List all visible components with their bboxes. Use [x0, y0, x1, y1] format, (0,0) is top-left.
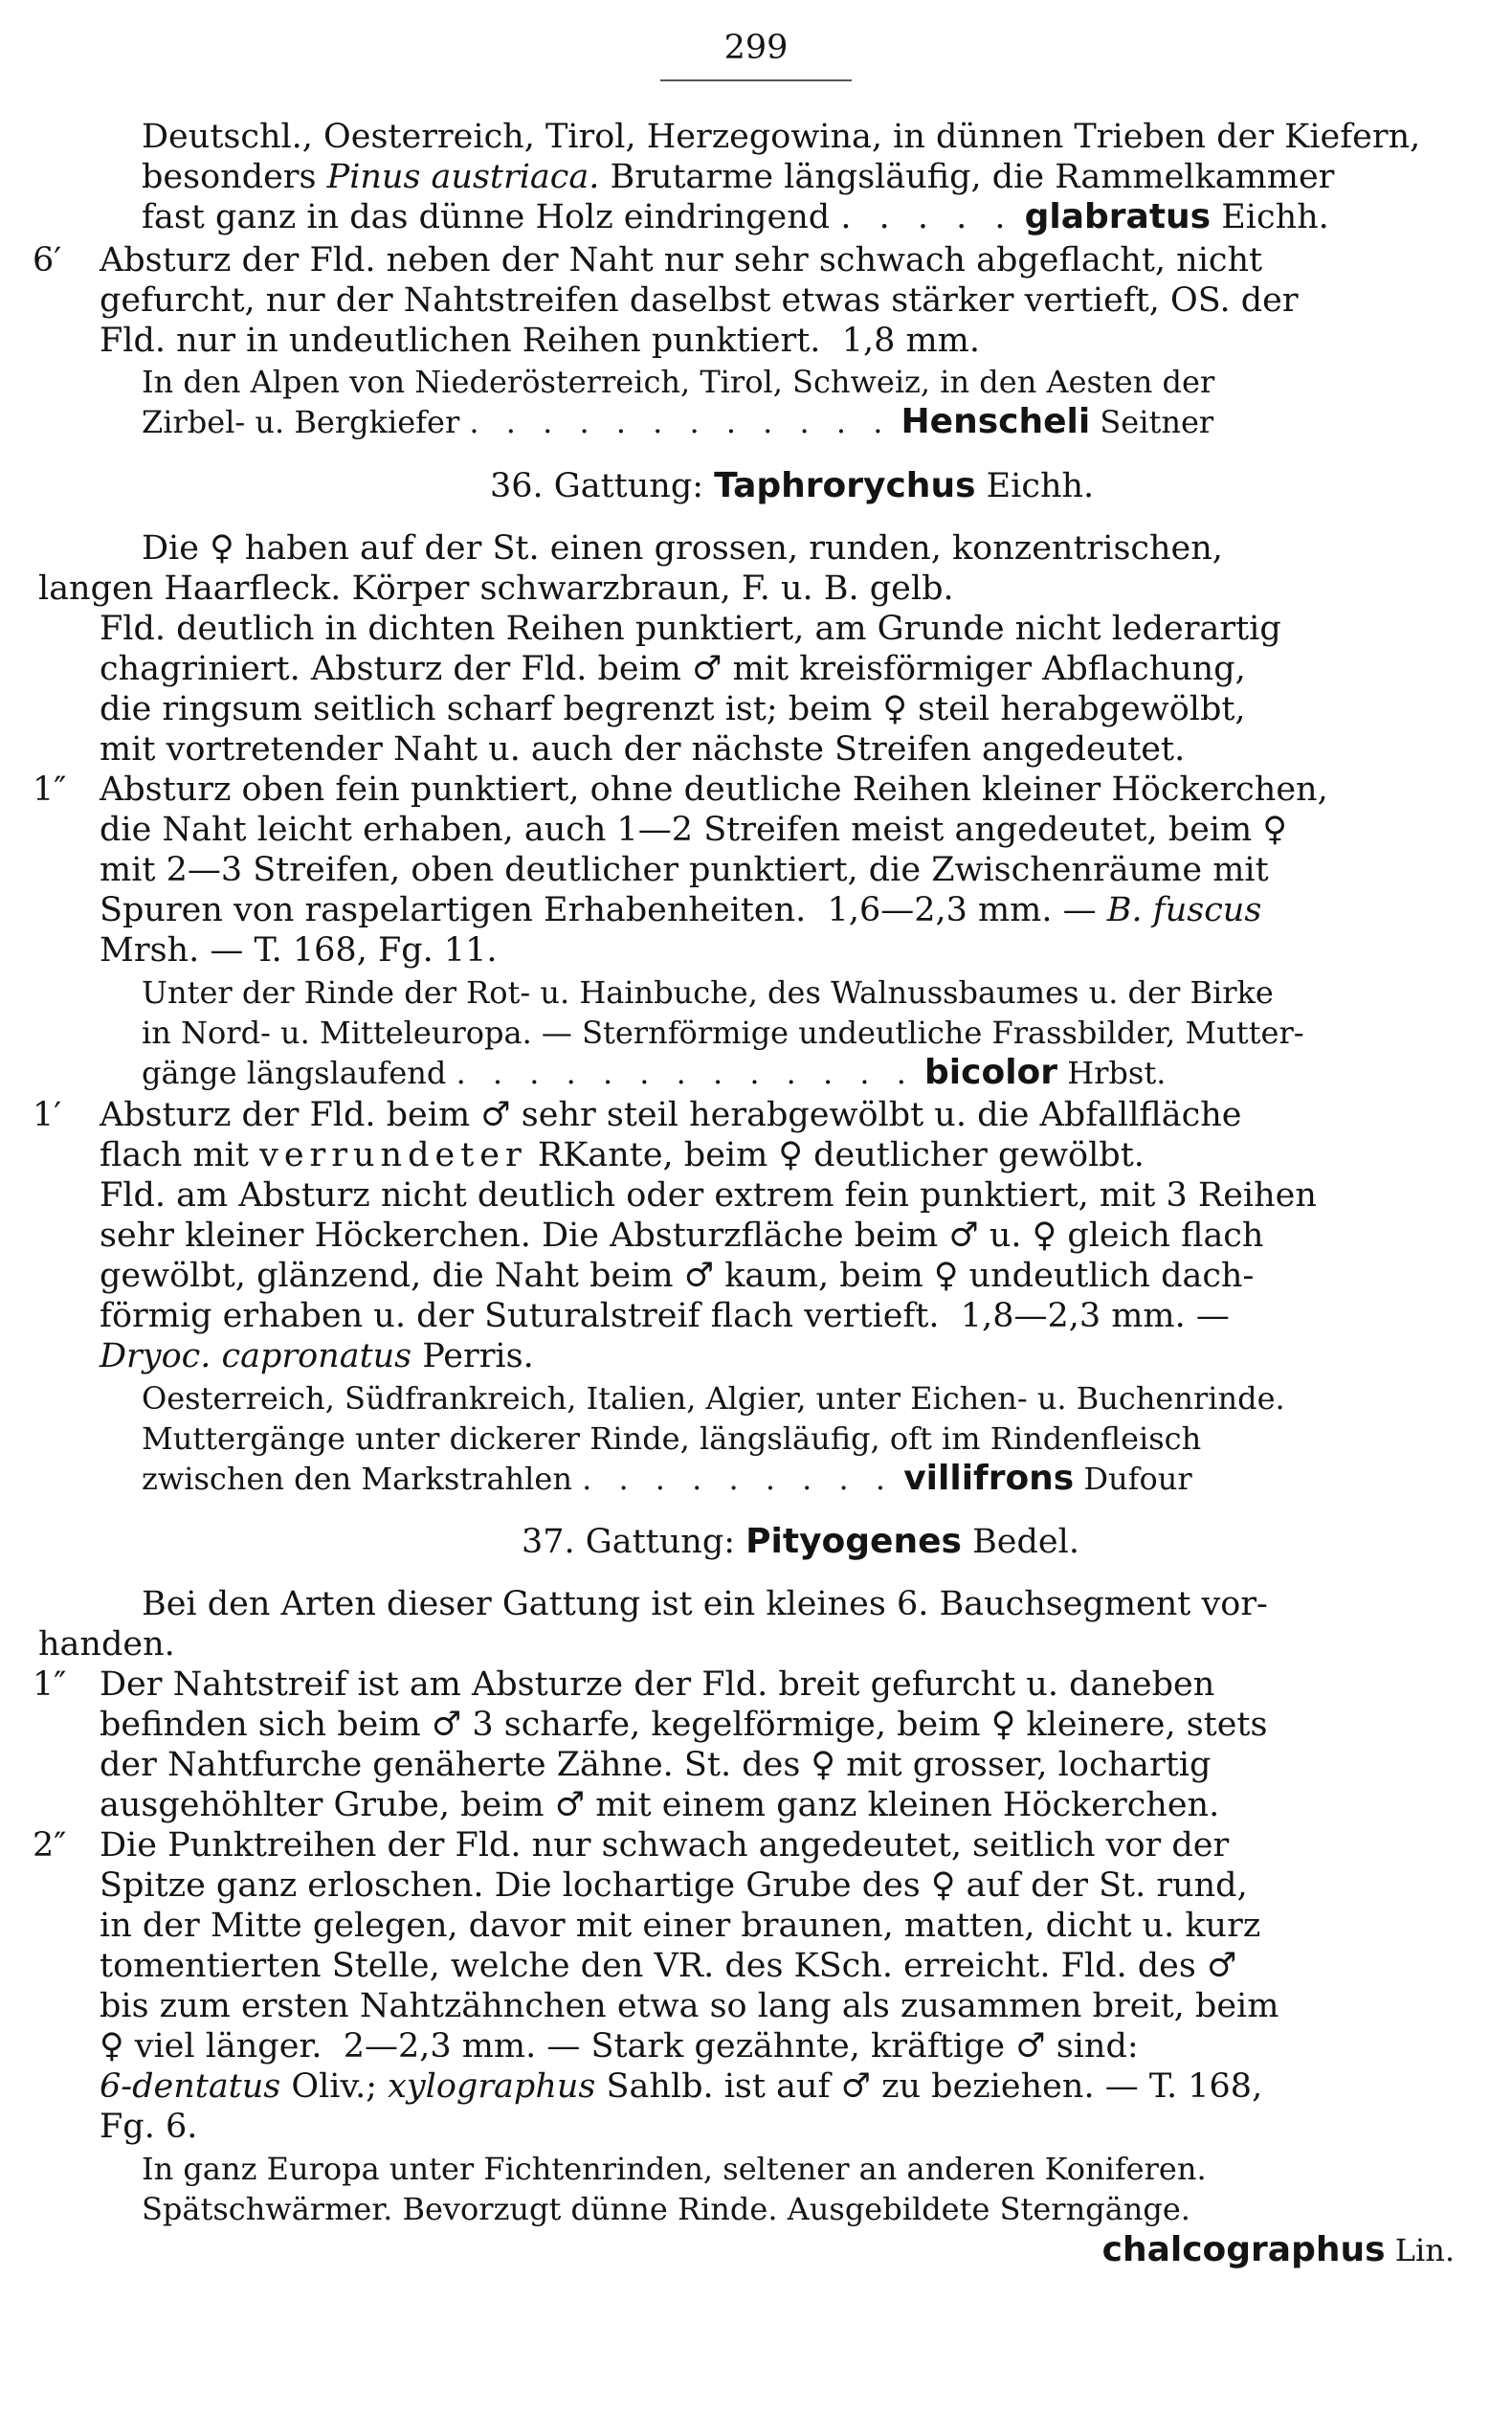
species-name: chalcographus	[1101, 2230, 1386, 2269]
species-name: glabratus	[1024, 197, 1212, 236]
text-line: Bei den Arten dieser Gattung ist ein kleines 6. Bauchsegment vor-	[142, 1585, 1268, 1623]
text-line: besonders Pinus austriaca. Brutarme längsläufig, die Rammelkammer	[142, 158, 1335, 196]
text-line: gänge längslaufend . . . . . . . . . . . . . bicolor Hrbst.	[142, 1053, 1167, 1092]
text-line: Die ♀ haben auf der St. einen grossen, runden, konzentrischen,	[142, 529, 1223, 568]
text-line: 6-dentatus Oliv.; xylographus Sahlb. ist auf ♂ zu beziehen. — T. 168,	[100, 2067, 1263, 2106]
text-line: Spitze ganz erloschen. Die lochartige Grube des ♀ auf der St. rund,	[100, 1866, 1248, 1905]
text-line: Dryoc. capronatus Perris.	[100, 1337, 534, 1375]
text-line: Unter der Rinde der Rot- u. Hainbuche, des Walnussbaumes u. der Birke	[142, 974, 1274, 1011]
couplet-number: 6′	[33, 241, 62, 279]
couplet-number: 1″	[33, 770, 67, 809]
text-line: Absturz oben fein punktiert, ohne deutliche Reihen kleiner Höckerchen,	[100, 770, 1328, 809]
text-line: Absturz der Fld. neben der Naht nur sehr schwach abgeflacht, nicht	[100, 241, 1263, 279]
text-line: flach mit verrundeter RKante, beim ♀ deutlicher gewölbt.	[100, 1136, 1145, 1174]
text-line: gewölbt, glänzend, die Naht beim ♂ kaum, beim ♀ undeutlich dach-	[100, 1257, 1255, 1295]
couplet-number: 1′	[33, 1096, 62, 1134]
text-line: Spuren von raspelartigen Erhabenheiten. 1,6—2,3 mm. — B. fuscus	[100, 891, 1262, 929]
text-line: die Naht leicht erhaben, auch 1—2 Streifen meist angedeutet, beim ♀	[100, 811, 1287, 849]
text-line: Oesterreich, Südfrankreich, Italien, Algier, unter Eichen- u. Buchenrinde.	[142, 1380, 1285, 1417]
species-name: bicolor	[924, 1053, 1058, 1092]
couplet-number: 2″	[33, 1826, 67, 1865]
text-line: bis zum ersten Nahtzähnchen etwa so lang als zusammen breit, beim	[100, 1987, 1279, 2025]
text-line: die ringsum seitlich scharf begrenzt ist; beim ♀ steil herabgewölbt,	[100, 690, 1246, 728]
text-line: Absturz der Fld. beim ♂ sehr steil herabgewölbt u. die Abfallfläche	[100, 1096, 1242, 1134]
text-line: Deutschl., Oesterreich, Tirol, Herzegowina, in dünnen Trieben der Kiefern,	[142, 118, 1421, 156]
text-line: Fld. am Absturz nicht deutlich oder extrem fein punktiert, mit 3 Reihen	[100, 1176, 1317, 1215]
text-line: Spätschwärmer. Bevorzugt dünne Rinde. Ausgebildete Sterngänge.	[142, 2191, 1190, 2227]
text-line: ausgehöhlter Grube, beim ♂ mit einem ganz kleinen Höckerchen.	[100, 1786, 1220, 1824]
text-line: Muttergänge unter dickerer Rinde, längsläufig, oft im Rindenfleisch	[142, 1420, 1202, 1457]
text-line: förmig erhaben u. der Suturalstreif flach vertieft. 1,8—2,3 mm. —	[100, 1297, 1230, 1335]
text-line: Zirbel- u. Bergkiefer . . . . . . . . . . . . Henscheli Seitner	[142, 402, 1214, 441]
text-line: Der Nahtstreif ist am Absturze der Fld. breit gefurcht u. daneben	[100, 1665, 1215, 1704]
text-line: chalcographus Lin.	[1101, 2230, 1455, 2269]
genus-heading: 37. Gattung: Pityogenes Bedel.	[522, 1522, 1079, 1561]
text-line: In den Alpen von Niederösterreich, Tirol, Schweiz, in den Aesten der	[142, 364, 1215, 400]
text-line: In ganz Europa unter Fichtenrinden, seltener an anderen Koniferen.	[142, 2151, 1207, 2187]
species-name: villifrons	[903, 1459, 1075, 1498]
text-line: chagriniert. Absturz der Fld. beim ♂ mit kreisförmiger Abflachung,	[100, 650, 1246, 688]
text-line: Mrsh. — T. 168, Fg. 11.	[100, 931, 498, 970]
text-line: tomentierten Stelle, welche den VR. des KSch. erreicht. Fld. des ♂	[100, 1947, 1237, 1985]
text-line: handen.	[38, 1625, 175, 1664]
text-line: der Nahtfurche genäherte Zähne. St. des ♀ mit grosser, lochartig	[100, 1746, 1212, 1784]
text-line: Fg. 6.	[100, 2108, 198, 2146]
genus-heading: 36. Gattung: Taphrorychus Eichh.	[490, 466, 1095, 505]
text-line: sehr kleiner Höckerchen. Die Absturzfläche beim ♂ u. ♀ gleich flach	[100, 1217, 1264, 1255]
text-line: fast ganz in das dünne Holz eindringend . . . . . glabratus Eichh.	[142, 197, 1329, 236]
text-line: zwischen den Markstrahlen . . . . . . . . . villifrons Dufour	[142, 1459, 1192, 1498]
species-name: Henscheli	[901, 402, 1091, 441]
text-line: gefurcht, nur der Nahtstreifen daselbst etwas stärker vertieft, OS. der	[100, 281, 1299, 320]
couplet-number: 1″	[33, 1665, 67, 1704]
text-line: Fld. deutlich in dichten Reihen punktiert, am Grunde nicht lederartig	[100, 610, 1281, 648]
text-line: befinden sich beim ♂ 3 scharfe, kegelförmige, beim ♀ kleinere, stets	[100, 1706, 1268, 1744]
header-rule	[660, 79, 852, 81]
text-line: langen Haarfleck. Körper schwarzbraun, F. u. B. gelb.	[38, 569, 954, 608]
text-line: mit vortretender Naht u. auch der nächste Streifen angedeutet.	[100, 730, 1186, 769]
text-line: Fld. nur in undeutlichen Reihen punktiert. 1,8 mm.	[100, 322, 980, 360]
text-line: ♀ viel länger. 2—2,3 mm. — Stark gezähnte, kräftige ♂ sind:	[100, 2027, 1139, 2066]
page-number: 299	[723, 29, 789, 67]
text-line: mit 2—3 Streifen, oben deutlicher punktiert, die Zwischenräume mit	[100, 851, 1269, 889]
text-line: in Nord- u. Mitteleuropa. — Sternförmige undeutliche Frassbilder, Mutter-	[142, 1015, 1304, 1051]
text-line: in der Mitte gelegen, davor mit einer braunen, matten, dicht u. kurz	[100, 1907, 1261, 1945]
text-line: Die Punktreihen der Fld. nur schwach angedeutet, seitlich vor der	[100, 1826, 1230, 1865]
